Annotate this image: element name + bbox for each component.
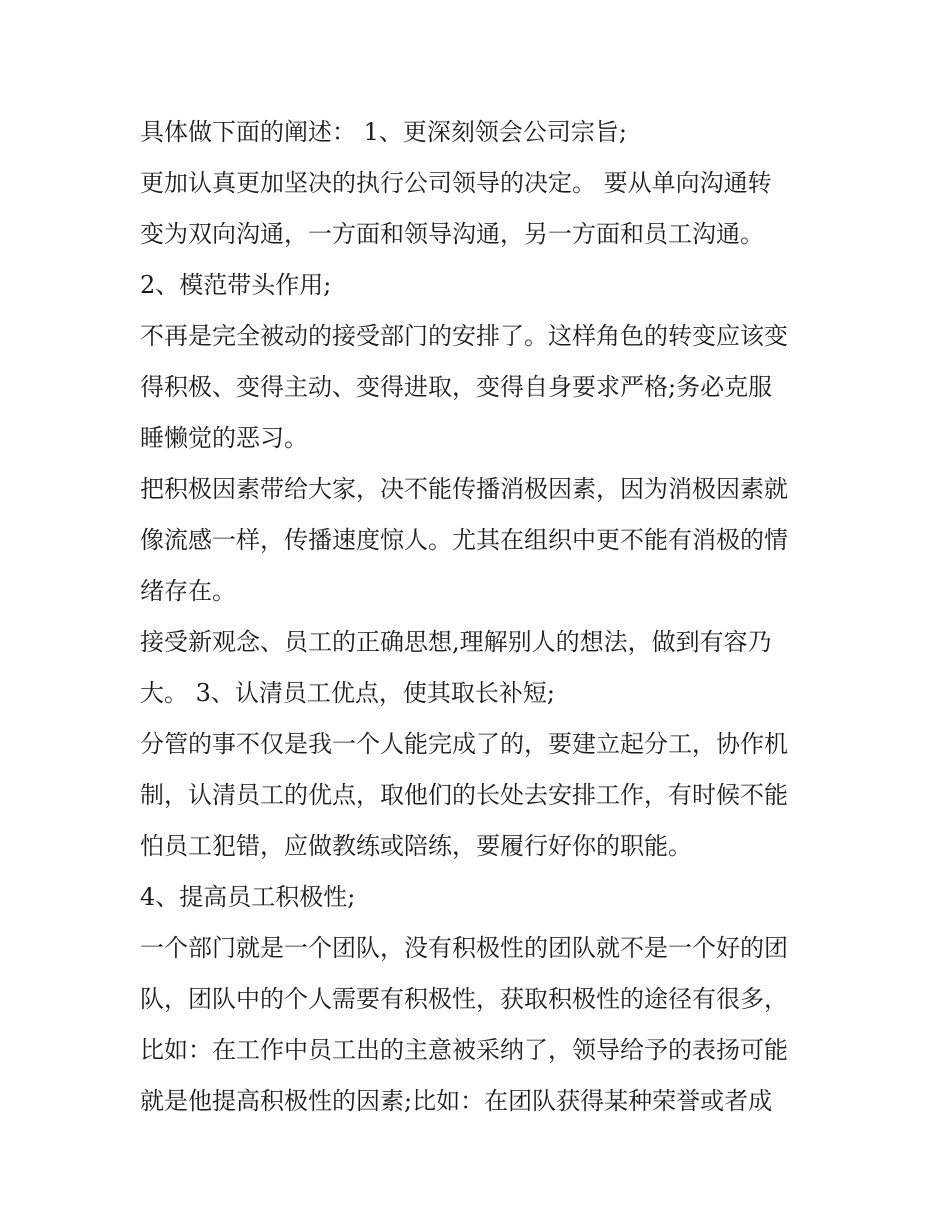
text-line: 得积极、变得主动、变得进取，变得自身要求严格;务必克服 <box>140 373 773 401</box>
text-line: 大。 3、认清员工优点，使其取长补短; <box>140 679 555 707</box>
section-heading: 2、模范带头作用; <box>140 271 332 299</box>
text-line: 比如：在工作中员工出的主意被采纳了，领导给予的表扬可能 <box>140 1036 788 1064</box>
text-line: 制，认清员工的优点，取他们的长处去安排工作，有时候不能 <box>140 781 788 809</box>
text-line: 不再是完全被动的接受部门的安排了。这样角色的转变应该变 <box>140 322 788 350</box>
text-line: 一个部门就是一个团队，没有积极性的团队就不是一个好的团 <box>140 934 788 962</box>
document-body <box>140 108 830 1128</box>
text-line: 更加认真更加坚决的执行公司领导的决定。 要从单向沟通转 <box>140 169 772 197</box>
text-line: 分管的事不仅是我一个人能完成了的，要建立起分工，协作机 <box>140 730 788 758</box>
text-line: 队，团队中的个人需要有积极性，获取积极性的途径有很多， <box>140 985 788 1013</box>
text-line: 把积极因素带给大家，决不能传播消极因素，因为消极因素就 <box>140 475 788 503</box>
text-line: 睡懒觉的恶习。 <box>140 424 308 452</box>
text-line: 怕员工犯错，应做教练或陪练，要履行好你的职能。 <box>140 832 692 860</box>
text-line: 就是他提高积极性的因素;比如：在团队获得某种荣誉或者成 <box>140 1087 773 1115</box>
text-line: 绪存在。 <box>140 577 236 605</box>
section-heading: 4、提高员工积极性; <box>140 883 356 911</box>
text-line: 具体做下面的阐述： 1、更深刻领会公司宗旨; <box>140 118 627 146</box>
text-line: 像流感一样，传播速度惊人。尤其在组织中更不能有消极的情 <box>140 526 788 554</box>
text-line: 变为双向沟通，一方面和领导沟通，另一方面和员工沟通。 <box>140 220 764 248</box>
text-line: 接受新观念、员工的正确思想,理解别人的想法，做到有容乃 <box>140 628 772 656</box>
